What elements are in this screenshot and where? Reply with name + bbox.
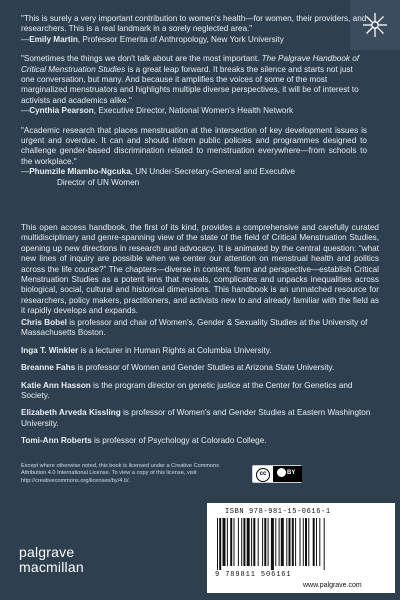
book-description: This open access handbook, the first of its kind, provides a comprehensive and carefully curated multidisciplinary and genre-spanning view of the state of the field of Critical Menstruation Studies, opening up new directions in research and advocacy. It is animated by the central question: “what new lines of inquiry are possible when we center our attention on menstrual health and politics across the life course?” The chapters—diverse in content, form and perspective—establish Critical Menstruation Studies as a potent lens that reveals, complicates and unpacks inequalities across biological, social, cultural and historical dimensions. This handbook is an unmatched resource for researchers, policy makers, practitioners, and activists new to and already familiar with the field as it rapidly develops and expands. <box>21 223 379 316</box>
barcode-bar <box>295 518 296 566</box>
barcode-image <box>215 518 365 570</box>
attribution-dash: — <box>21 106 30 116</box>
creative-commons-icon: cc <box>256 468 270 482</box>
quote-text: "Academic research that places menstruation at the intersection of key development issues is urgent and overdue. It can and should inform public policies and programmes designed to challenge gender-based discrimination related to menstruation everywhere—from schools to the workplace." <box>21 125 367 166</box>
attribution-dash: — <box>21 167 30 177</box>
editor-description: is professor of Women and Gender Studies at Arizona State University. <box>75 363 335 373</box>
editor-bio <box>21 381 379 402</box>
quote-attribution <box>21 167 367 177</box>
quote-attribution <box>21 35 367 45</box>
barcode-bar <box>281 518 284 566</box>
barcode-bar <box>243 518 245 566</box>
barcode-bar <box>308 518 309 566</box>
barcode-bar <box>223 518 226 566</box>
editor-bios <box>21 318 379 454</box>
publisher-logo <box>19 545 84 575</box>
quote-affiliation: , UN Under-Secretary-General and Executive <box>130 167 295 177</box>
barcode-bar <box>303 518 304 566</box>
editor-bio <box>21 436 379 446</box>
quote-affiliation: , Professor Emerita of Anthropology, New York University <box>77 34 284 44</box>
editor-name: Tomi-Ann Roberts <box>21 436 92 446</box>
quote-affiliation: , Executive Director, National Women's Health Network <box>93 106 294 116</box>
barcode-bar <box>217 518 218 570</box>
quote-author: Emily Martin <box>29 34 78 44</box>
by-label: BY <box>287 470 296 476</box>
quote-attribution <box>21 106 367 116</box>
barcode-bar <box>275 518 276 566</box>
barcode-bar <box>324 518 325 570</box>
publisher-name-line1: palgrave <box>19 544 75 560</box>
editor-bio <box>21 408 379 429</box>
publisher-name-line2: macmillan <box>19 559 84 575</box>
attribution-dash: — <box>21 34 30 44</box>
book-title-italic: The Palgrave Handbook of Critical Menstruation Studies <box>21 54 360 74</box>
quote-text-post: is a great leap forward. It breaks the silence and starts not just one conversation, but many. And because it amplifies the voices of some of the most marginalized menstruators and highlights multiple diverse perspectives, it will be of interest to activists and academics alike." <box>21 64 359 105</box>
isbn-label: ISBN 978-981-15-0616-1 <box>225 508 331 516</box>
barcode-bar <box>305 518 307 566</box>
editor-description: is professor and chair of Women's, Gender & Sexuality Studies at the University of Massachusetts Boston. <box>21 318 368 338</box>
editor-name: Inga T. Winkler <box>21 345 79 355</box>
barcode-bar <box>319 518 320 566</box>
license-notice: Except where otherwise noted, this book is licensed under a Creative Commons Attribution 4.0 International License. To view a copy of this license, visit http://creativecommons.org/licenses/by/4.0/. <box>21 463 220 484</box>
barcode-bar <box>234 518 235 566</box>
endorsement-quote <box>21 14 367 45</box>
barcode-bar <box>262 518 263 566</box>
barcode-bar <box>230 518 232 566</box>
quote-affiliation-continued: Director of UN Women <box>57 177 140 187</box>
barcode-bar <box>313 518 315 566</box>
editor-description: is professor of Psychology at Colorado College. <box>91 436 267 446</box>
editor-bio <box>21 318 379 339</box>
endorsement-quote <box>21 126 367 188</box>
editor-name: Elizabeth Arveda Kissling <box>21 408 121 418</box>
quote-author: Phumzile Mlambo-Ngcuka <box>29 167 131 177</box>
cc-by-badge <box>252 465 302 483</box>
editor-bio <box>21 346 379 356</box>
editor-bio <box>21 363 379 373</box>
barcode-bar <box>289 518 291 566</box>
quote-text: "This is surely a very important contribution to women's health—for women, their providers, and researchers. This is a real landmark in a sorely neglected area." <box>21 14 367 34</box>
barcode-bar <box>247 518 250 566</box>
editor-name: Katie Ann Hasson <box>21 380 91 390</box>
attribution-person-icon <box>277 468 286 477</box>
barcode-bar <box>219 518 221 570</box>
barcode-bar <box>300 518 301 566</box>
quote-text <box>21 54 367 106</box>
barcode-bar <box>251 518 252 566</box>
barcode-digits: 9 789811 506161 <box>215 571 292 579</box>
barcode-bar <box>279 518 280 566</box>
barcode-bar <box>264 518 266 566</box>
editor-description: is the program director on genetic justice at the Center for Genetics and Society. <box>21 380 353 401</box>
editor-name: Breanne Fahs <box>21 363 76 373</box>
barcode-bar <box>286 518 287 566</box>
barcode-bar <box>292 518 294 566</box>
barcode-bar <box>268 518 269 566</box>
barcode-bar <box>253 518 255 566</box>
barcode-bar <box>258 518 259 566</box>
endorsement-quote <box>21 54 367 116</box>
barcode-bar <box>227 518 228 566</box>
editor-name: Chris Bobel <box>21 318 67 327</box>
barcode-bar <box>271 518 274 570</box>
quote-author: Cynthia Pearson <box>29 106 94 116</box>
quote-text-pre: "Sometimes the things we don't talk about are the most important. <box>21 54 262 64</box>
editor-description: is a lecturer in Human Rights at Columbia University. <box>78 345 272 355</box>
barcode-bar <box>238 518 239 566</box>
barcode-bar <box>241 518 242 566</box>
barcode-bar <box>316 518 317 566</box>
publisher-website: www.palgrave.com <box>303 582 362 589</box>
editor-description: is professor of Women's and Gender Studies at Eastern Washington University. <box>21 408 371 428</box>
barcode-panel <box>207 503 395 593</box>
endorsement-quotes <box>21 14 367 197</box>
